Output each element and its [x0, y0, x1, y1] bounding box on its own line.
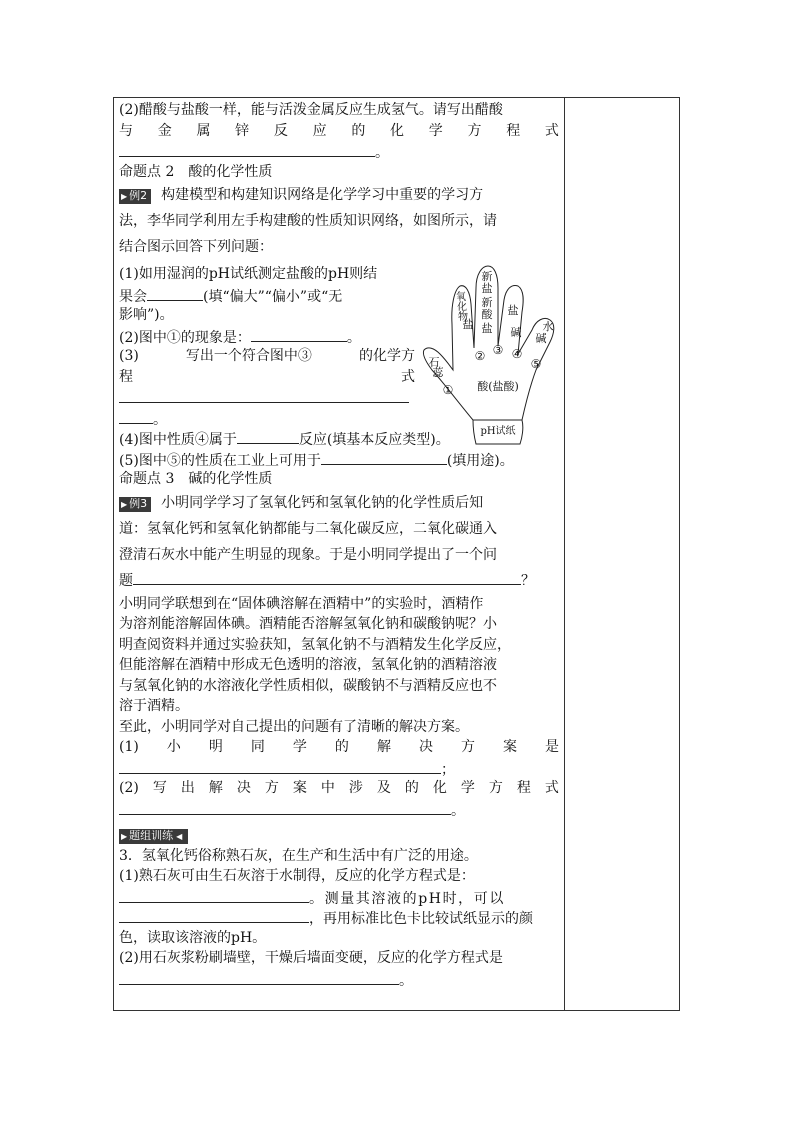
finger-label: 新	[481, 296, 493, 309]
text-line: ，再用标准比色卡比较试纸显示的颜	[119, 907, 559, 928]
finger-label: 碱	[535, 332, 547, 345]
answer-blank[interactable]	[119, 799, 451, 815]
hand-diagram	[418, 262, 568, 447]
answer-blank[interactable]	[119, 969, 399, 985]
answer-line: 。	[119, 408, 415, 429]
text-line: 法，李华同学利用左手构建酸的性质知识网络，如图所示，请	[119, 213, 497, 229]
finger-label: 盐	[481, 322, 493, 335]
text-line: (2)图中①的现象是： 。	[119, 326, 415, 347]
triangle-icon: ▶	[121, 192, 128, 201]
finger-label: 酸	[481, 308, 493, 321]
triangle-icon: ▶	[121, 499, 128, 509]
text-line: 影响”)。	[119, 307, 174, 323]
finger-label: 新	[481, 270, 493, 283]
text-line-justified: 与 金 属 锌 反 应 的 化 学 方 程 式	[119, 122, 559, 139]
answer-blank[interactable]	[119, 758, 441, 774]
finger-label: 盐	[507, 304, 519, 317]
palm-label: 酸(盐酸)	[477, 380, 519, 393]
text-line: 明查阅资料并通过实验获知，氢氧化钠不与酒精发生化学反应，	[119, 636, 511, 653]
text-line: 结合图示回答下列问题：	[119, 239, 273, 255]
wrist-label: pH试纸	[480, 426, 516, 437]
text-line: 与氢氧化钠的水溶液化学性质相似，碳酸钠不与酒精反应也不	[119, 677, 497, 694]
section-heading: 命题点 2 酸的化学性质	[119, 163, 273, 180]
text-line: (1)如用湿润的pH试纸测定盐酸的pH则结	[119, 266, 378, 282]
text-line: (5)图中⑤的性质在工业上可用于 (填用途)。	[119, 449, 559, 470]
text-line-justified: (3) 写出一个符合图中③ 的化学方	[119, 348, 415, 364]
answer-line	[119, 387, 415, 408]
marker-1: ①	[442, 383, 454, 397]
example-badge: ▶ 例2	[119, 189, 151, 204]
text-line: 至此，小明同学对自己提出的问题有了清晰的解决方案。	[119, 718, 469, 735]
text-line: 果会 (填“偏大”“偏小”或“无	[119, 285, 415, 306]
answer-blank[interactable]	[119, 408, 153, 424]
text-line: 题 ？	[119, 568, 559, 594]
example-badge: ▶ 例3	[119, 497, 151, 512]
text-line: (1)熟石灰可由生石灰溶于水制得，反应的化学方程式是：	[119, 868, 475, 884]
text-line-justified: (1) 小 明 同 学 的 解 决 方 案 是	[119, 739, 559, 755]
answer-blank[interactable]	[237, 428, 299, 444]
answer-line: 。	[119, 969, 559, 990]
marker-3: ③	[492, 343, 504, 357]
text-line: 溶于酒精。	[119, 698, 189, 714]
text-line: 。测量其溶液的pH时，可以	[119, 887, 559, 908]
finger-label: 物	[458, 312, 468, 323]
answer-blank[interactable]	[133, 569, 521, 585]
answer-line: 。	[119, 799, 559, 820]
text-line-justified: 程 式	[119, 368, 415, 385]
finger-label: 氧	[456, 292, 466, 303]
question-block	[119, 264, 415, 428]
answer-blank[interactable]	[321, 449, 447, 465]
answer-blank[interactable]	[147, 285, 203, 301]
marker-4: ④	[511, 347, 523, 361]
text-line: 色，读取该溶液的pH。	[119, 929, 267, 946]
finger-label: 碱	[510, 326, 522, 339]
text-line: 小明同学联想到在“固体碘溶解在酒精中”的实验时，酒精作	[119, 595, 484, 612]
drill-badge: ▶ 题组训练 ◀	[119, 829, 188, 844]
finger-label: 蕊	[432, 366, 444, 379]
marker-2: ②	[474, 349, 486, 363]
text-line: 为溶剂能溶解固体碘。酒精能否溶解氢氧化钠和碳酸钠呢？小	[119, 616, 497, 632]
answer-line: 。	[119, 141, 559, 162]
drill-heading	[119, 825, 559, 846]
finger-label: 盐	[462, 318, 474, 331]
text-line: (4)图中性质④属于 反应(填基本反应类型)。	[119, 428, 559, 449]
example-line: ▶ 例2 构建模型和构建知识网络是化学学习中重要的学习方	[121, 187, 484, 203]
answer-blank[interactable]	[119, 387, 409, 403]
text-line: 道：氢氧化钙和氢氧化钠都能与二氧化碳反应，二氧化碳通入	[119, 520, 497, 537]
text-line: (2)醋酸与盐酸一样，能与活泼金属反应生成氢气。请写出醋酸	[119, 102, 503, 118]
triangle-left-icon: ◀	[176, 832, 183, 841]
text-line: 3．氢氧化钙俗称熟石灰，在生产和生活中有广泛的用途。	[119, 847, 478, 864]
worksheet-content	[119, 100, 559, 989]
finger-label: 盐	[481, 282, 493, 295]
answer-blank[interactable]	[119, 887, 309, 903]
answer-line: ；	[119, 758, 559, 779]
text-line: 澄清石灰水中能产生明显的现象。于是小明同学提出了一个问	[119, 546, 497, 563]
text-line-justified: (2) 写 出 解 决 方 案 中 涉 及 的 化 学 方 程 式	[119, 780, 559, 796]
text-line: (2)用石灰浆粉刷墙壁，干燥后墙面变硬，反应的化学方程式是	[119, 950, 503, 966]
finger-label: 化	[457, 302, 467, 313]
triangle-icon: ▶	[121, 832, 128, 841]
column-divider	[564, 97, 565, 1011]
answer-blank[interactable]	[119, 141, 375, 157]
answer-blank[interactable]	[119, 907, 309, 923]
finger-label: 水	[542, 320, 554, 333]
section-heading: 命题点 3 碱的化学性质	[119, 471, 273, 487]
example-line: ▶ 例3 小明同学学习了氢氧化钙和氢氧化钠的化学性质后知	[121, 494, 484, 511]
marker-5: ⑤	[530, 357, 542, 371]
finger-label: 石	[428, 356, 440, 369]
answer-blank[interactable]	[251, 326, 347, 342]
text-line: 但能溶解在酒精中形成无色透明的溶液，氢氧化钠的酒精溶液	[119, 657, 497, 673]
